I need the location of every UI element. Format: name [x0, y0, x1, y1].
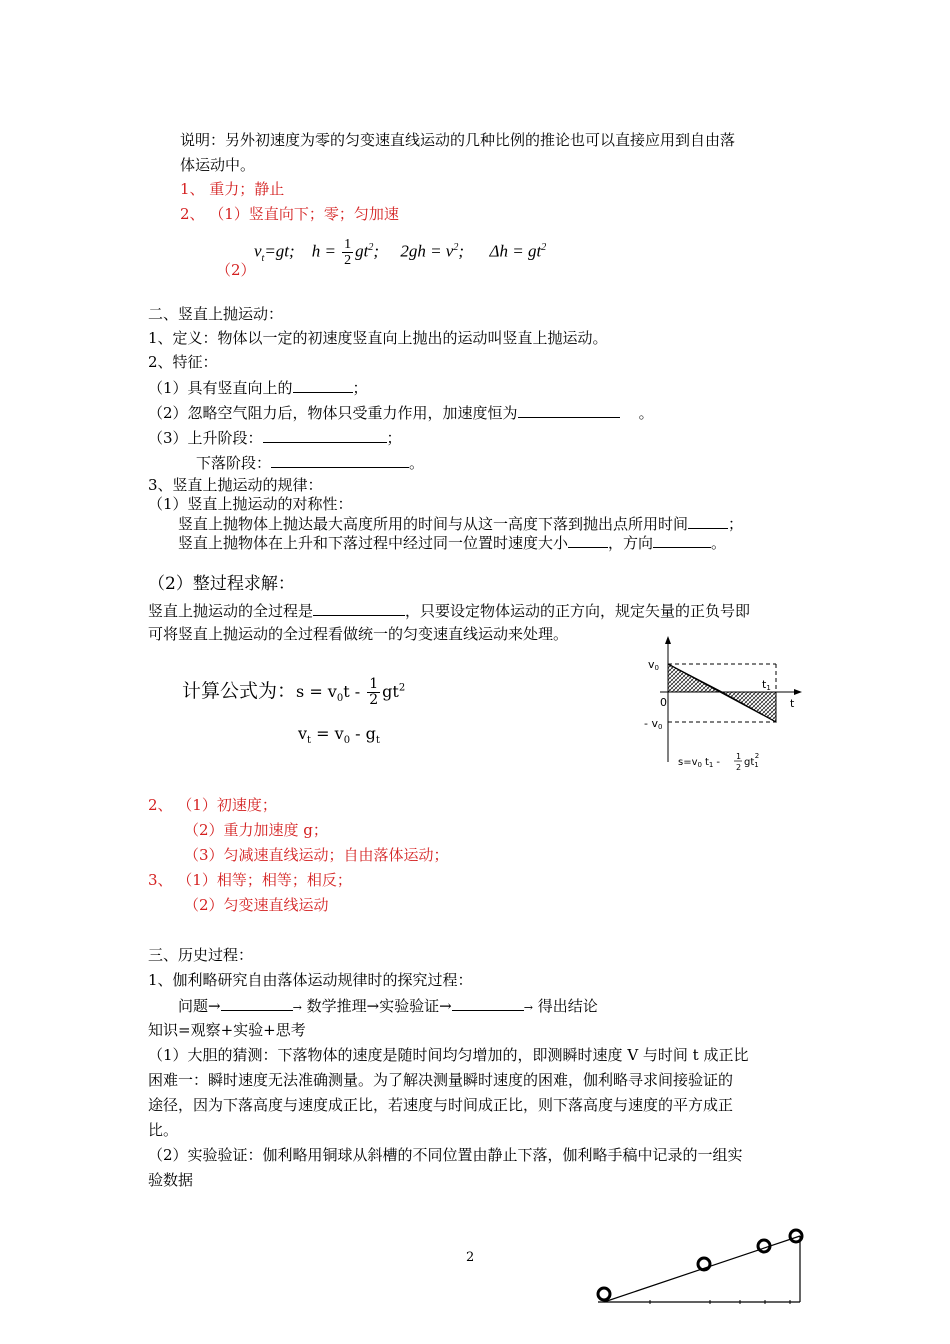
- guess-line-1: （1）大胆的猜测：下落物体的速度是随时间均匀增加的，即测瞬时速度 V 与时间 t 成正比: [148, 1046, 749, 1064]
- calc-formula-1: 计算公式为：$s = v_0t$ - $\frac{1}{2}$ $gt^2$: [182, 676, 406, 708]
- experiment-line-1: （2）实验验证：伽利略用铜球从斜槽的不同位置由静止下落，伽利略手稿中记录的一组实: [148, 1146, 743, 1164]
- graph-formula-num: 1: [736, 752, 742, 761]
- guess-line-4: 比。: [148, 1121, 179, 1139]
- feature-heading: 2、特征：: [148, 353, 218, 371]
- answer-2-part-2: （2）: [216, 261, 256, 279]
- symmetry-heading: （1）竖直上抛运动的对称性：: [148, 495, 353, 513]
- graph-formula-gt: $gt_12$: [744, 752, 760, 769]
- page-number: 2: [466, 1250, 475, 1265]
- note-line-1: 说明：另外初速度为零的匀变速直线运动的几种比例的推论也可以直接应用到自由落: [180, 131, 736, 149]
- answer-2: 2、 （1）竖直向下；零；匀加速: [180, 205, 399, 223]
- t-label: t: [790, 697, 795, 710]
- graph-formula-den: 2: [736, 763, 742, 772]
- knowledge-line: 知识=观察+实验+思考: [148, 1021, 306, 1039]
- whole-process-title: （2）整过程求解：: [148, 574, 295, 594]
- v0-label: v0: [648, 658, 659, 672]
- ball-1: [598, 1288, 610, 1300]
- origin-label: 0: [660, 696, 667, 709]
- answers-3-1: 3、 （1）相等；相等；相反；: [148, 871, 352, 889]
- definition: 1、定义：物体以一定的初速度竖直向上抛出的运动叫竖直上抛运动。: [148, 329, 608, 347]
- feature-2: （2）忽略空气阻力后，物体只受重力作用，加速度恒为 。: [148, 404, 654, 422]
- calc-formula-2: $v_t = v_0 - g_t$: [298, 724, 380, 747]
- graph-formula: $s=v_0$ $t_1$ -: [678, 757, 720, 769]
- guess-line-2: 困难一：瞬时速度无法准确测量。为了解决测量瞬时速度的困难，伽利略寻求间接验证的: [148, 1071, 734, 1089]
- note-line-2: 体运动中。: [180, 156, 256, 174]
- answer-1: 1、 重力；静止: [180, 180, 285, 198]
- symmetry-2: 竖直上抛物体在上升和下落过程中经过同一位置时速度大小 ，方向 。: [178, 534, 727, 552]
- symmetry-1: 竖直上抛物体上抛达最大高度所用的时间与从这一高度下落到抛出点所用时间 ；: [178, 515, 744, 533]
- free-fall-formulas: $v_t=gt$; h = $\frac{1}{2}$ $gt^2$; $2gh = v^2$; $\Delta h = gt^2$: [254, 237, 547, 269]
- feature-1: （1）具有竖直向上的 ；: [148, 379, 368, 397]
- guess-line-3: 途径，因为下落高度与速度成正比，若速度与时间成正比，则下落高度与速度的平方成正: [148, 1096, 734, 1114]
- answers-2-2: （2）重力加速度 g；: [184, 821, 328, 839]
- whole-process-line-1: 竖直上抛运动的全过程是 ，只要设定物体运动的正方向，规定矢量的正负号即: [148, 602, 751, 620]
- answers-3-2: （2）匀变速直线运动: [184, 896, 329, 914]
- section-3-title: 三、历史过程：: [148, 946, 254, 964]
- experiment-line-2: 验数据: [148, 1171, 194, 1189]
- history-1: 1、伽利略研究自由落体运动规律时的探究过程：: [148, 971, 473, 989]
- ball-3: [758, 1240, 770, 1252]
- feature-3: （3）上升阶段： ；: [148, 429, 402, 447]
- inquiry-flow: 问题→ → 数学推理→实验验证→ → 得出结论: [178, 997, 598, 1015]
- neg-v0-label: - v0: [644, 717, 663, 731]
- vt-graph: [640, 632, 810, 780]
- inclined-plane-figure: [590, 1222, 820, 1312]
- t1-label: t1: [762, 678, 771, 692]
- whole-process-line-2: 可将竖直上抛运动的全过程看做统一的匀变速直线运动来处理。: [148, 625, 569, 643]
- answers-2-3: （3）匀减速直线运动；自由落体运动；: [184, 846, 449, 864]
- answers-2-1: 2、 （1）初速度；: [148, 796, 277, 814]
- section-2-title: 二、竖直上抛运动：: [148, 305, 284, 323]
- feature-4: 下落阶段： 。: [196, 454, 425, 472]
- law-heading: 3、竖直上抛运动的规律：: [148, 476, 323, 494]
